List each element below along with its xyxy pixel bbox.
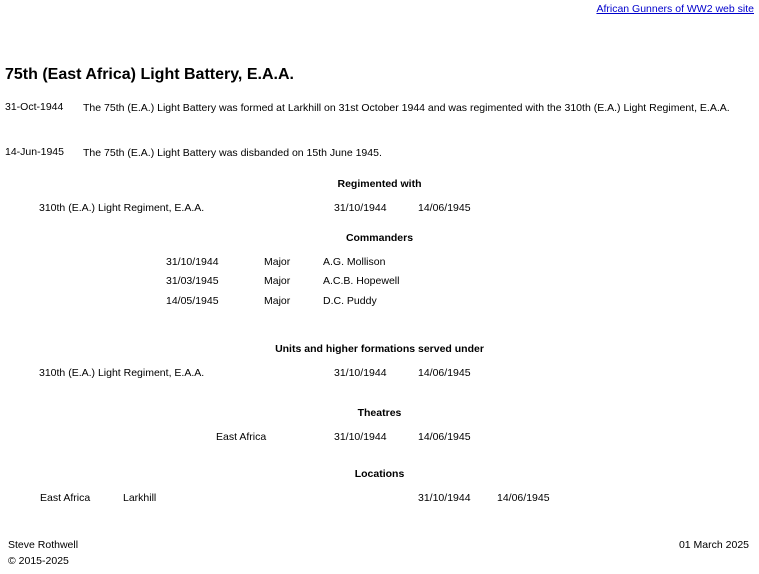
section-heading-theatres: Theatres — [357, 407, 402, 419]
event-text: The 75th (E.A.) Light Battery was formed at Larkhill on 31st October 1944 and was regimented with the 310th (E.A.) Light Regiment, E.A.A. — [83, 102, 730, 114]
location-place: Larkhill — [123, 492, 157, 504]
home-link[interactable]: African Gunners of WW2 web site — [596, 3, 754, 15]
footer-author: Steve Rothwell — [8, 539, 79, 551]
location-to: 14/06/1945 — [497, 492, 550, 504]
unit-to: 14/06/1945 — [418, 367, 471, 379]
theatre-from: 31/10/1944 — [334, 431, 387, 443]
commander-rank: Major — [264, 295, 291, 307]
section-heading-locations: Locations — [354, 468, 405, 480]
commander-date: 14/05/1945 — [166, 295, 219, 307]
section-heading-regimented: Regimented with — [337, 178, 422, 190]
location-region: East Africa — [40, 492, 91, 504]
section-heading-commanders: Commanders — [345, 232, 414, 244]
unit-name: 310th (E.A.) Light Regiment, E.A.A. — [39, 367, 205, 379]
commander-date: 31/10/1944 — [166, 256, 219, 268]
event-date: 14-Jun-1945 — [5, 146, 64, 158]
event-date: 31-Oct-1944 — [5, 101, 64, 113]
regiment-to: 14/06/1945 — [418, 202, 471, 214]
commander-name: A.C.B. Hopewell — [323, 275, 400, 287]
commander-name: A.G. Mollison — [323, 256, 386, 268]
commander-date: 31/03/1945 — [166, 275, 219, 287]
footer-date: 01 March 2025 — [678, 539, 749, 551]
page-title: 75th (East Africa) Light Battery, E.A.A. — [5, 66, 294, 83]
commander-rank: Major — [264, 275, 291, 287]
location-from: 31/10/1944 — [418, 492, 471, 504]
theatre-to: 14/06/1945 — [418, 431, 471, 443]
regiment-from: 31/10/1944 — [334, 202, 387, 214]
regiment-name: 310th (E.A.) Light Regiment, E.A.A. — [39, 202, 205, 214]
section-heading-units: Units and higher formations served under — [275, 343, 484, 355]
event-text: The 75th (E.A.) Light Battery was disbanded on 15th June 1945. — [83, 147, 382, 159]
theatre-name: East Africa — [216, 431, 267, 443]
unit-from: 31/10/1944 — [334, 367, 387, 379]
commander-rank: Major — [264, 256, 291, 268]
footer-copyright: © 2015-2025 — [8, 555, 69, 567]
commander-name: D.C. Puddy — [323, 295, 377, 307]
